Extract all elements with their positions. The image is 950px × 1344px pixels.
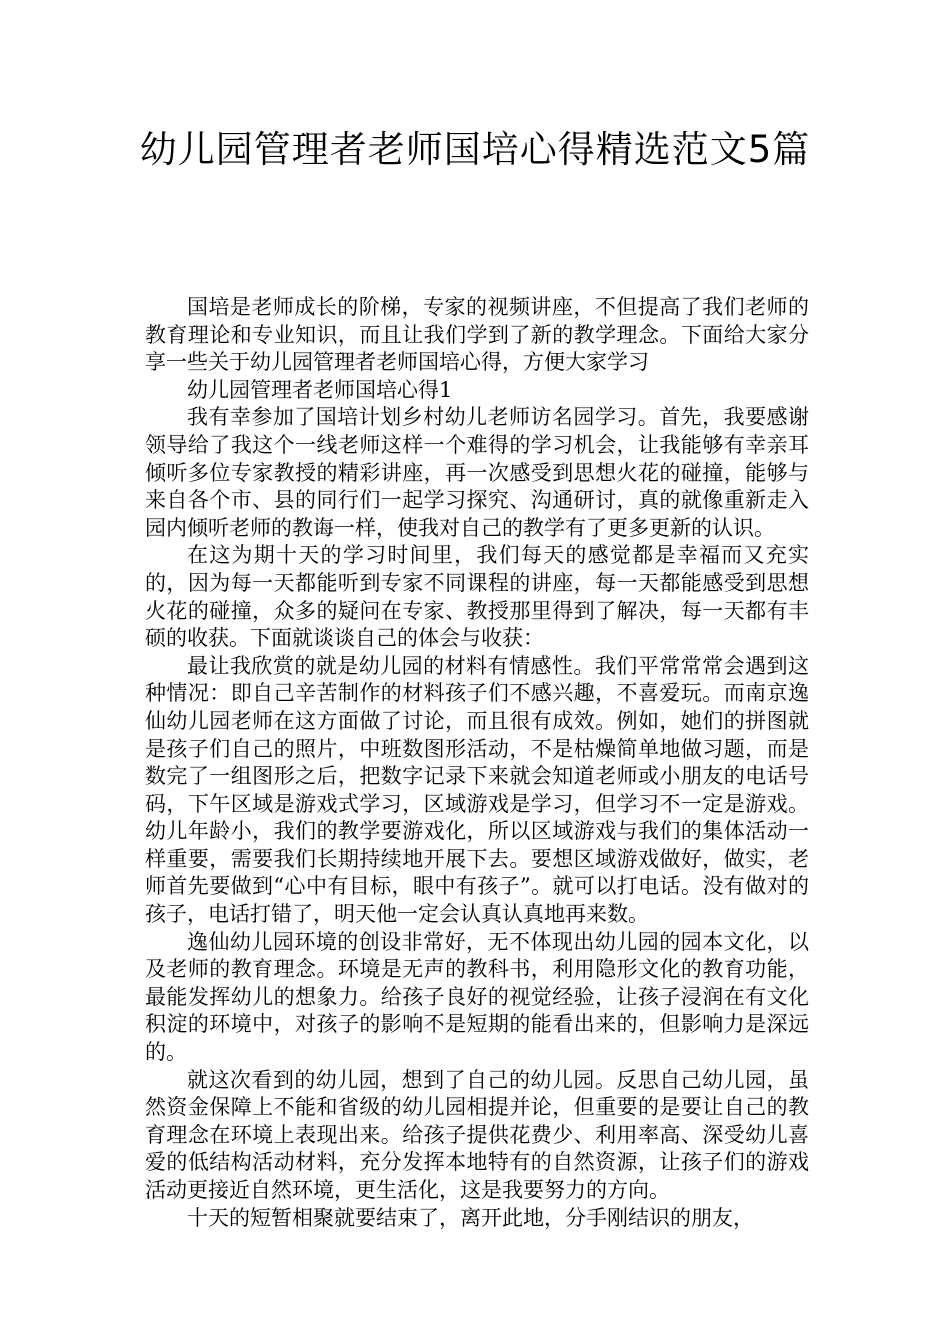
body-paragraph: 我有幸参加了国培计划乡村幼儿老师访名园学习。首先，我要感谢领导给了我这个一线老师这样一个难得的学习机会，让我能够有幸亲耳倾听多位专家教授的精彩讲座，再一次感受到思想火花的碰撞，能够与来自各个市、县的同行们一起学习探究、沟通研讨，真的就像重新走入园内倾听老师的教诲一样，使我对自己的教学有了更多更新的认识。: [145, 405, 809, 540]
document-title: 幼儿园管理者老师国培心得精选范文5篇: [139, 128, 811, 171]
section-heading: 幼儿园管理者老师国培心得1: [187, 377, 453, 402]
body-paragraph: 就这次看到的幼儿园，想到了自己的幼儿园。反思自己幼儿园，虽然资金保障上不能和省级的幼儿园相提并论，但重要的是要让自己的教育理念在环境上表现出来。给孩子提供花费少、利用率高、深受幼儿喜爱的低结构活动材料，充分发挥本地特有的自然资源，让孩子们的游戏活动更接近自然环境，更生活化，这是我要努力的方向。: [145, 1067, 809, 1202]
body-paragraph: 在这为期十天的学习时间里，我们每天的感觉都是幸福而又充实的，因为每一天都能听到专家不同课程的讲座，每一天都能感受到思想火花的碰撞，众多的疑问在专家、教授那里得到了解决，每一天都有丰硕的收获。下面就谈谈自己的体会与收获：: [145, 543, 809, 651]
document-body: [145, 294, 809, 1232]
intro-paragraph: 国培是老师成长的阶梯，专家的视频讲座，不但提高了我们老师的教育理论和专业知识，而且让我们学到了新的教学理念。下面给大家分享一些关于幼儿园管理者老师国培心得，方便大家学习: [145, 295, 809, 375]
body-paragraph: 十天的短暂相聚就要结束了，离开此地，分手刚结识的朋友，: [187, 1205, 754, 1230]
body-paragraph: 逸仙幼儿园环境的创设非常好，无不体现出幼儿园的园本文化，以及老师的教育理念。环境是无声的教科书，利用隐形文化的教育功能，最能发挥幼儿的想象力。给孩子良好的视觉经验，让孩子浸润在有文化积淀的环境中，对孩子的影响不是短期的能看出来的，但影响力是深远的。: [145, 929, 809, 1065]
body-paragraph: 最让我欣赏的就是幼儿园的材料有情感性。我们平常常常会遇到这种情况：即自己辛苦制作的材料孩子们不感兴趣，不喜爱玩。而南京逸仙幼儿园老师在这方面做了讨论，而且很有成效。例如，她们的拼图就是孩子们自己的照片，中班数图形活动，不是枯燥简单地做习题，而是数完了一组图形之后，把数字记录下来就会知道老师或小朋友的电话号码，下午区域是游戏式学习，区域游戏是学习，但学习不一定是游戏。幼儿年龄小，我们的教学要游戏化，所以区域游戏与我们的集体活动一样重要，需要我们长期持续地开展下去。要想区域游戏做好，做实，老师首先要做到“心中有目标，眼中有孩子”。就可以打电话。没有做对的孩子，电话打错了，明天他一定会认真认真地再来数。: [145, 653, 809, 927]
